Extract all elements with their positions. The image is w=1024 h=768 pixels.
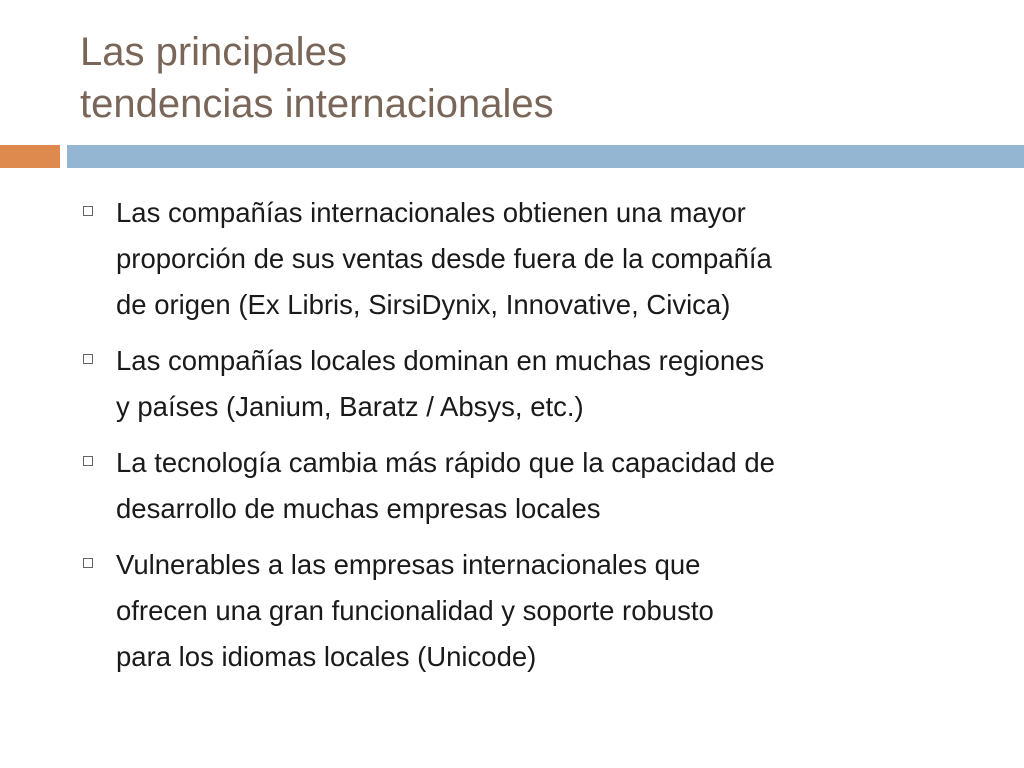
hollow-square-bullet-icon xyxy=(83,206,93,216)
bullet-list xyxy=(80,190,980,690)
bullet-text-line: proporción de sus ventas desde fuera de la compañía xyxy=(116,243,772,274)
bullet-text-line: de origen (Ex Libris, SirsiDynix, Innovative, Civica) xyxy=(116,289,731,320)
slide-title-line: Las principales xyxy=(80,30,347,74)
bullet-text-line: para los idiomas locales (Unicode) xyxy=(116,641,537,672)
hollow-square-bullet-icon xyxy=(83,456,93,466)
bullet-text-line: Las compañías locales dominan en muchas regiones xyxy=(116,345,765,376)
bullet-text-line: Las compañías internacionales obtienen una mayor xyxy=(116,197,746,228)
bullet-text-line: Vulnerables a las empresas internacionales que xyxy=(116,549,701,580)
hollow-square-bullet-icon xyxy=(83,354,93,364)
bullet-text-line: y países (Janium, Baratz / Absys, etc.) xyxy=(116,391,584,422)
slide-title xyxy=(80,26,554,130)
bullet-item xyxy=(80,542,980,680)
bullet-text-line: ofrecen una gran funcionalidad y soporte robusto xyxy=(116,595,714,626)
slide-title-line: tendencias internacionales xyxy=(80,82,554,126)
bullet-item xyxy=(80,440,980,532)
accent-bar-blue xyxy=(67,145,1024,168)
accent-bar-orange xyxy=(0,145,60,168)
bullet-text-line: desarrollo de muchas empresas locales xyxy=(116,493,601,524)
bullet-item xyxy=(80,190,980,328)
hollow-square-bullet-icon xyxy=(83,558,93,568)
bullet-text-line: La tecnología cambia más rápido que la capacidad de xyxy=(116,447,775,478)
bullet-item xyxy=(80,338,980,430)
